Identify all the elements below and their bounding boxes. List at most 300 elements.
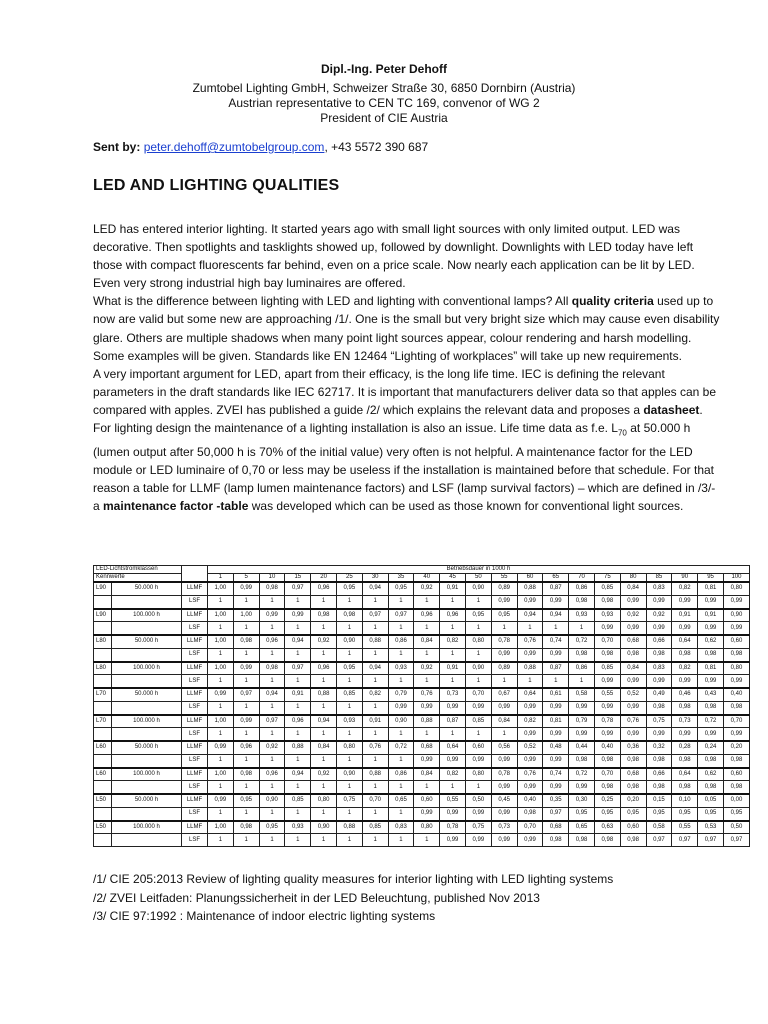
lsf-value: 0,99 [698,622,724,635]
llmf-value: 0,68 [620,768,646,781]
lsf-value: 1 [465,595,491,608]
lsf-value: 0,99 [672,595,698,608]
hour-header: 70 [569,574,595,583]
lsf-value: 1 [259,701,285,714]
llmf-value: 0,86 [388,635,414,648]
lsf-value: 0,99 [620,728,646,741]
kennwert-llmf: LLMF [182,794,208,807]
lsf-value: 0,99 [517,834,543,847]
lsf-value: 0,99 [543,754,569,767]
llmf-value: 0,98 [233,768,259,781]
llmf-value: 1,00 [208,715,234,728]
llmf-value: 0,80 [723,582,749,595]
llmf-value: 0,78 [594,715,620,728]
llmf-value: 0,85 [285,794,311,807]
llmf-value: 0,60 [465,741,491,754]
kennwert-llmf: LLMF [182,688,208,701]
kennwert-lsf: LSF [182,807,208,820]
life-cell: 50.000 h [112,635,182,648]
llmf-value: 0,00 [723,794,749,807]
llmf-value: 0,55 [594,688,620,701]
lsf-value: 1 [259,675,285,688]
llmf-value: 0,80 [465,635,491,648]
hour-header: 60 [517,574,543,583]
lsf-value: 0,98 [672,648,698,661]
lsf-value: 0,99 [543,781,569,794]
lsf-value: 0,98 [620,781,646,794]
lsf-value: 0,99 [414,701,440,714]
lsf-value: 0,98 [569,834,595,847]
llmf-value: 0,91 [440,582,466,595]
llmf-value: 0,75 [646,715,672,728]
llmf-value: 0,80 [414,821,440,834]
lsf-value: 1 [336,754,362,767]
lsf-value: 0,99 [594,622,620,635]
table-row [94,609,750,622]
llmf-value: 0,20 [723,741,749,754]
kennwert-llmf: LLMF [182,715,208,728]
llmf-value: 0,73 [440,688,466,701]
paragraph-3: A very important argument for LED, apart from their efficacy, is the long life time. IEC is defining the relevant parameters in the draft standards like IEC 62717. It is important that manufacturers deliver data so that apples can be compared with apples. ZVEI has published a guide /2/ which explains the relevant data and proposes a datasheet. [93,366,717,417]
llmf-value: 0,92 [414,582,440,595]
llmf-value: 0,95 [336,662,362,675]
lsf-value: 1 [414,648,440,661]
paragraph-4: For lighting design the maintenance of a lighting installation is also an issue. Life time data as f.e. $L_{70}$ at 50.000 h (lumen output after 50,000 h is 70% of the initial value) very often is not helpful. A maintenance factor for the LED module or LED luminaire of 0,70 or less may be useless if the installation is maintained before that schedule. For that reason a table for LLMF (lamp lumen maintenance factors) and LSF (lamp survival factors) – which are defined in /3/- a maintenance factor -table was developed which can be used as those known for conventional light sources. [93,421,716,513]
lsf-value: 0,98 [672,754,698,767]
lsf-value: 1 [465,728,491,741]
llmf-value: 0,49 [646,688,672,701]
kennwert-lsf: LSF [182,648,208,661]
llmf-value: 0,60 [723,635,749,648]
llmf-value: 0,68 [543,821,569,834]
lsf-value: 1 [233,648,259,661]
llmf-value: 0,74 [543,768,569,781]
lsf-value: 1 [491,622,517,635]
llmf-value: 0,66 [646,635,672,648]
llmf-value: 0,95 [233,794,259,807]
llmf-value: 0,92 [646,609,672,622]
llmf-value: 0,84 [311,741,337,754]
llmf-value: 0,88 [517,582,543,595]
hour-header: 40 [414,574,440,583]
llmf-value: 0,92 [620,609,646,622]
author-block [0,62,768,126]
table-row [94,754,750,767]
llmf-value: 1,00 [208,821,234,834]
lsf-value: 0,99 [491,781,517,794]
lsf-value: 0,99 [569,781,595,794]
llmf-value: 0,94 [311,715,337,728]
llmf-value: 0,66 [646,768,672,781]
llmf-value: 0,52 [620,688,646,701]
lsf-value: 1 [208,701,234,714]
llmf-value: 0,99 [285,609,311,622]
reference-1: /1/ CIE 205:2013 Review of lighting quality measures for interior lighting with LED lighting systems [93,872,614,886]
lsf-value: 1 [388,675,414,688]
table-row [94,794,750,807]
lsf-value: 0,98 [723,648,749,661]
lsf-value: 0,99 [491,595,517,608]
lsf-value: 1 [311,701,337,714]
lsf-value: 0,99 [723,675,749,688]
table-row [94,635,750,648]
lsf-value: 1 [285,648,311,661]
llmf-value: 1,00 [208,662,234,675]
lsf-value: 1 [414,834,440,847]
kennwert-lsf: LSF [182,622,208,635]
reference-2: /2/ ZVEI Leitfaden: Planungssicherheit in der LED Beleuchtung, published Nov 2013 [93,890,540,905]
page-title: LED AND LIGHTING QUALITIES [93,177,340,194]
lsf-value: 1 [465,648,491,661]
llmf-value: 0,79 [569,715,595,728]
llmf-value: 0,93 [388,662,414,675]
llmf-value: 0,58 [646,821,672,834]
lsf-value: 1 [208,781,234,794]
llmf-value: 0,94 [362,582,388,595]
llmf-value: 0,95 [465,609,491,622]
lsf-value: 1 [517,675,543,688]
lsf-value: 0,98 [620,648,646,661]
lsf-value: 1 [311,595,337,608]
lsf-value: 1 [311,807,337,820]
table-row [94,768,750,781]
lsf-value: 1 [388,728,414,741]
llmf-value: 0,91 [285,688,311,701]
llmf-value: 1,00 [208,582,234,595]
llmf-value: 0,98 [311,609,337,622]
lsf-value: 1 [311,648,337,661]
lsf-value: 1 [440,648,466,661]
llmf-value: 0,96 [285,715,311,728]
lsf-value: 0,99 [517,595,543,608]
llmf-value: 0,20 [620,794,646,807]
llmf-value: 0,94 [285,635,311,648]
hour-header: 30 [362,574,388,583]
class-cell: L50 [94,821,112,834]
lsf-value: 1 [362,622,388,635]
table-row [94,582,750,595]
lsf-value: 0,99 [672,728,698,741]
llmf-value: 0,94 [362,662,388,675]
life-cell: 100.000 h [112,662,182,675]
llmf-value: 0,92 [259,741,285,754]
llmf-value: 0,88 [285,741,311,754]
llmf-value: 0,84 [620,662,646,675]
lsf-value: 1 [543,675,569,688]
class-cell: L50 [94,794,112,807]
llmf-value: 0,92 [311,768,337,781]
llmf-value: 0,70 [465,688,491,701]
llmf-value: 0,76 [517,635,543,648]
lsf-value: 0,99 [517,781,543,794]
hour-header: 95 [698,574,724,583]
table-row [94,834,750,847]
lsf-value: 1 [362,807,388,820]
lsf-value: 0,95 [672,807,698,820]
lsf-value: 1 [543,622,569,635]
llmf-value: 0,99 [208,794,234,807]
lsf-value: 0,99 [723,622,749,635]
llmf-value: 0,90 [465,582,491,595]
llmf-value: 0,88 [517,662,543,675]
llmf-value: 0,81 [543,715,569,728]
llmf-value: 0,05 [698,794,724,807]
life-cell: 100.000 h [112,821,182,834]
llmf-value: 0,93 [285,821,311,834]
llmf-value: 0,83 [646,582,672,595]
llmf-value: 0,86 [569,662,595,675]
lsf-value: 0,97 [543,807,569,820]
lsf-value: 0,99 [620,701,646,714]
llmf-value: 0,64 [672,635,698,648]
llmf-value: 0,60 [414,794,440,807]
lsf-value: 1 [208,675,234,688]
llmf-value: 0,80 [311,794,337,807]
lsf-value: 1 [440,781,466,794]
llmf-value: 0,96 [233,741,259,754]
lsf-value: 1 [388,834,414,847]
llmf-value: 0,79 [388,688,414,701]
llmf-value: 0,96 [259,635,285,648]
llmf-value: 0,96 [311,582,337,595]
lsf-value: 1 [285,807,311,820]
llmf-value: 0,96 [414,609,440,622]
lsf-value: 0,99 [517,701,543,714]
llmf-value: 0,55 [440,794,466,807]
llmf-value: 0,72 [569,635,595,648]
lsf-value: 1 [491,675,517,688]
lsf-value: 1 [362,675,388,688]
lsf-value: 0,98 [646,701,672,714]
llmf-value: 0,82 [362,688,388,701]
llmf-value: 0,36 [620,741,646,754]
kennwert-lsf: LSF [182,728,208,741]
table-row [94,741,750,754]
lsf-value: 0,98 [569,595,595,608]
table-row [94,595,750,608]
llmf-value: 0,90 [336,635,362,648]
lsf-value: 0,99 [465,701,491,714]
lsf-value: 1 [311,781,337,794]
lsf-value: 1 [388,595,414,608]
lsf-value: 0,99 [543,701,569,714]
lsf-value: 1 [440,622,466,635]
llmf-value: 0,25 [594,794,620,807]
lsf-value: 0,99 [698,728,724,741]
class-cell: L80 [94,635,112,648]
lsf-value: 1 [362,728,388,741]
llmf-value: 0,94 [543,609,569,622]
lsf-value: 0,98 [646,754,672,767]
llmf-value: 0,88 [336,821,362,834]
llmf-value: 1,00 [208,635,234,648]
llmf-value: 0,32 [646,741,672,754]
table-row [94,781,750,794]
lsf-value: 1 [259,834,285,847]
class-cell: L80 [94,662,112,675]
lsf-value: 1 [491,728,517,741]
llmf-value: 0,74 [543,635,569,648]
lsf-value: 1 [362,754,388,767]
paragraph-1: LED has entered interior lighting. It started years ago with small light sources with only limited output. LED was decorative. Then spotlights and tasklights showed up, followed by downlight. Downlights with LED today have left those with compact fluorescents far behind, even on a price scale. Now nearly each application can be lit by LED. Even very strong industrial high bay luminaires are offered. [93,222,695,291]
lsf-value: 1 [233,754,259,767]
lsf-value: 1 [311,754,337,767]
llmf-value: 0,99 [233,662,259,675]
llmf-value: 0,97 [285,582,311,595]
llmf-value: 0,70 [594,635,620,648]
lsf-value: 1 [569,622,595,635]
llmf-value: 0,28 [672,741,698,754]
llmf-value: 0,92 [311,635,337,648]
llmf-value: 0,82 [672,582,698,595]
llmf-value: 0,85 [362,821,388,834]
lsf-value: 0,98 [594,781,620,794]
lsf-value: 0,95 [569,807,595,820]
llmf-value: 0,97 [233,688,259,701]
lsf-value: 0,99 [620,595,646,608]
llmf-value: 0,75 [465,821,491,834]
llmf-value: 0,56 [491,741,517,754]
llmf-value: 0,92 [414,662,440,675]
lsf-value: 0,98 [569,754,595,767]
lsf-value: 0,99 [414,754,440,767]
kennwert-lsf: LSF [182,595,208,608]
lsf-value: 0,99 [491,701,517,714]
lsf-value: 0,99 [698,595,724,608]
llmf-value: 0,96 [311,662,337,675]
lsf-value: 0,95 [723,807,749,820]
lsf-value: 0,98 [723,781,749,794]
lsf-value: 0,97 [672,834,698,847]
llmf-value: 0,80 [465,768,491,781]
lsf-value: 0,98 [646,781,672,794]
lsf-value: 1 [362,648,388,661]
lsf-value: 1 [285,595,311,608]
llmf-value: 0,63 [594,821,620,834]
lsf-value: 0,95 [620,807,646,820]
lsf-value: 0,95 [594,807,620,820]
llmf-value: 0,85 [336,688,362,701]
lsf-value: 1 [285,675,311,688]
lsf-value: 1 [362,595,388,608]
lsf-value: 1 [259,648,285,661]
lsf-value: 0,98 [594,754,620,767]
header-classes: LED-Lichtstromklassen [94,566,182,574]
lsf-value: 1 [362,781,388,794]
lsf-value: 1 [311,622,337,635]
lsf-value: 0,99 [698,675,724,688]
llmf-value: 1,00 [233,609,259,622]
llmf-value: 0,84 [620,582,646,595]
llmf-value: 0,99 [208,688,234,701]
lsf-value: 1 [336,728,362,741]
llmf-value: 0,98 [336,609,362,622]
hour-header: 80 [620,574,646,583]
life-cell: 100.000 h [112,768,182,781]
lsf-value: 0,98 [723,701,749,714]
lsf-value: 0,99 [491,648,517,661]
lsf-value: 0,98 [620,834,646,847]
hour-header: 50 [465,574,491,583]
header-hours-title: Betriebsdauer in 1000 h [208,566,750,574]
paragraph-2: What is the difference between lighting with LED and lighting with conventional lamps? All quality criteria used up to now are valid but some new are approaching /1/. One is the small but very bright size which may cause even disability glare. Others are multiple shadows when many point light sources appear, colour rendering and harsh modelling. Some examples will be given. Standards like EN 12464 “Lighting of workplaces” will take up new requirements. [93,294,720,363]
llmf-value: 0,90 [465,662,491,675]
llmf-value: 0,99 [259,609,285,622]
table-row [94,821,750,834]
lsf-value: 1 [388,754,414,767]
llmf-value: 0,50 [465,794,491,807]
lsf-value: 0,99 [723,595,749,608]
lsf-value: 0,99 [465,834,491,847]
class-cell: L70 [94,688,112,701]
lsf-value: 0,99 [646,595,672,608]
llmf-value: 0,50 [723,821,749,834]
lsf-value: 1 [311,728,337,741]
llmf-value: 0,73 [491,821,517,834]
references [93,870,613,926]
lsf-value: 0,97 [698,834,724,847]
llmf-value: 0,72 [698,715,724,728]
class-cell: L70 [94,715,112,728]
lsf-value: 0,98 [698,648,724,661]
kennwert-llmf: LLMF [182,582,208,595]
lsf-value: 0,98 [543,834,569,847]
email-link[interactable]: peter.dehoff@zumtobelgroup.com [143,140,325,154]
lsf-value: 1 [233,807,259,820]
sent-by-line [93,140,428,154]
lsf-value: 0,99 [672,622,698,635]
lsf-value: 0,97 [723,834,749,847]
lsf-value: 0,99 [543,595,569,608]
lsf-value: 1 [259,781,285,794]
lsf-value: 1 [208,807,234,820]
lsf-value: 0,98 [672,701,698,714]
llmf-value: 0,64 [517,688,543,701]
class-cell: L60 [94,741,112,754]
table-row [94,715,750,728]
llmf-value: 0,99 [233,582,259,595]
lsf-value: 1 [285,622,311,635]
hour-header: 5 [233,574,259,583]
llmf-value: 0,10 [672,794,698,807]
llmf-value: 0,24 [698,741,724,754]
table-row [94,807,750,820]
lsf-value: 1 [233,834,259,847]
lsf-value: 0,98 [698,754,724,767]
lsf-value: 1 [233,701,259,714]
lsf-value: 1 [208,754,234,767]
llmf-value: 0,76 [414,688,440,701]
llmf-value: 0,97 [285,662,311,675]
lsf-value: 1 [208,595,234,608]
kennwert-lsf: LSF [182,781,208,794]
lsf-value: 1 [414,675,440,688]
lsf-value: 0,99 [388,701,414,714]
kennwert-lsf: LSF [182,754,208,767]
llmf-value: 0,96 [440,609,466,622]
llmf-value: 0,72 [569,768,595,781]
llmf-value: 0,88 [311,688,337,701]
life-cell: 50.000 h [112,741,182,754]
hour-header: 75 [594,574,620,583]
life-cell: 100.000 h [112,715,182,728]
lsf-value: 0,98 [698,701,724,714]
lsf-value: 1 [233,728,259,741]
lsf-value: 1 [414,728,440,741]
llmf-value: 1,00 [208,609,234,622]
lsf-value: 0,99 [543,728,569,741]
llmf-value: 0,40 [594,741,620,754]
